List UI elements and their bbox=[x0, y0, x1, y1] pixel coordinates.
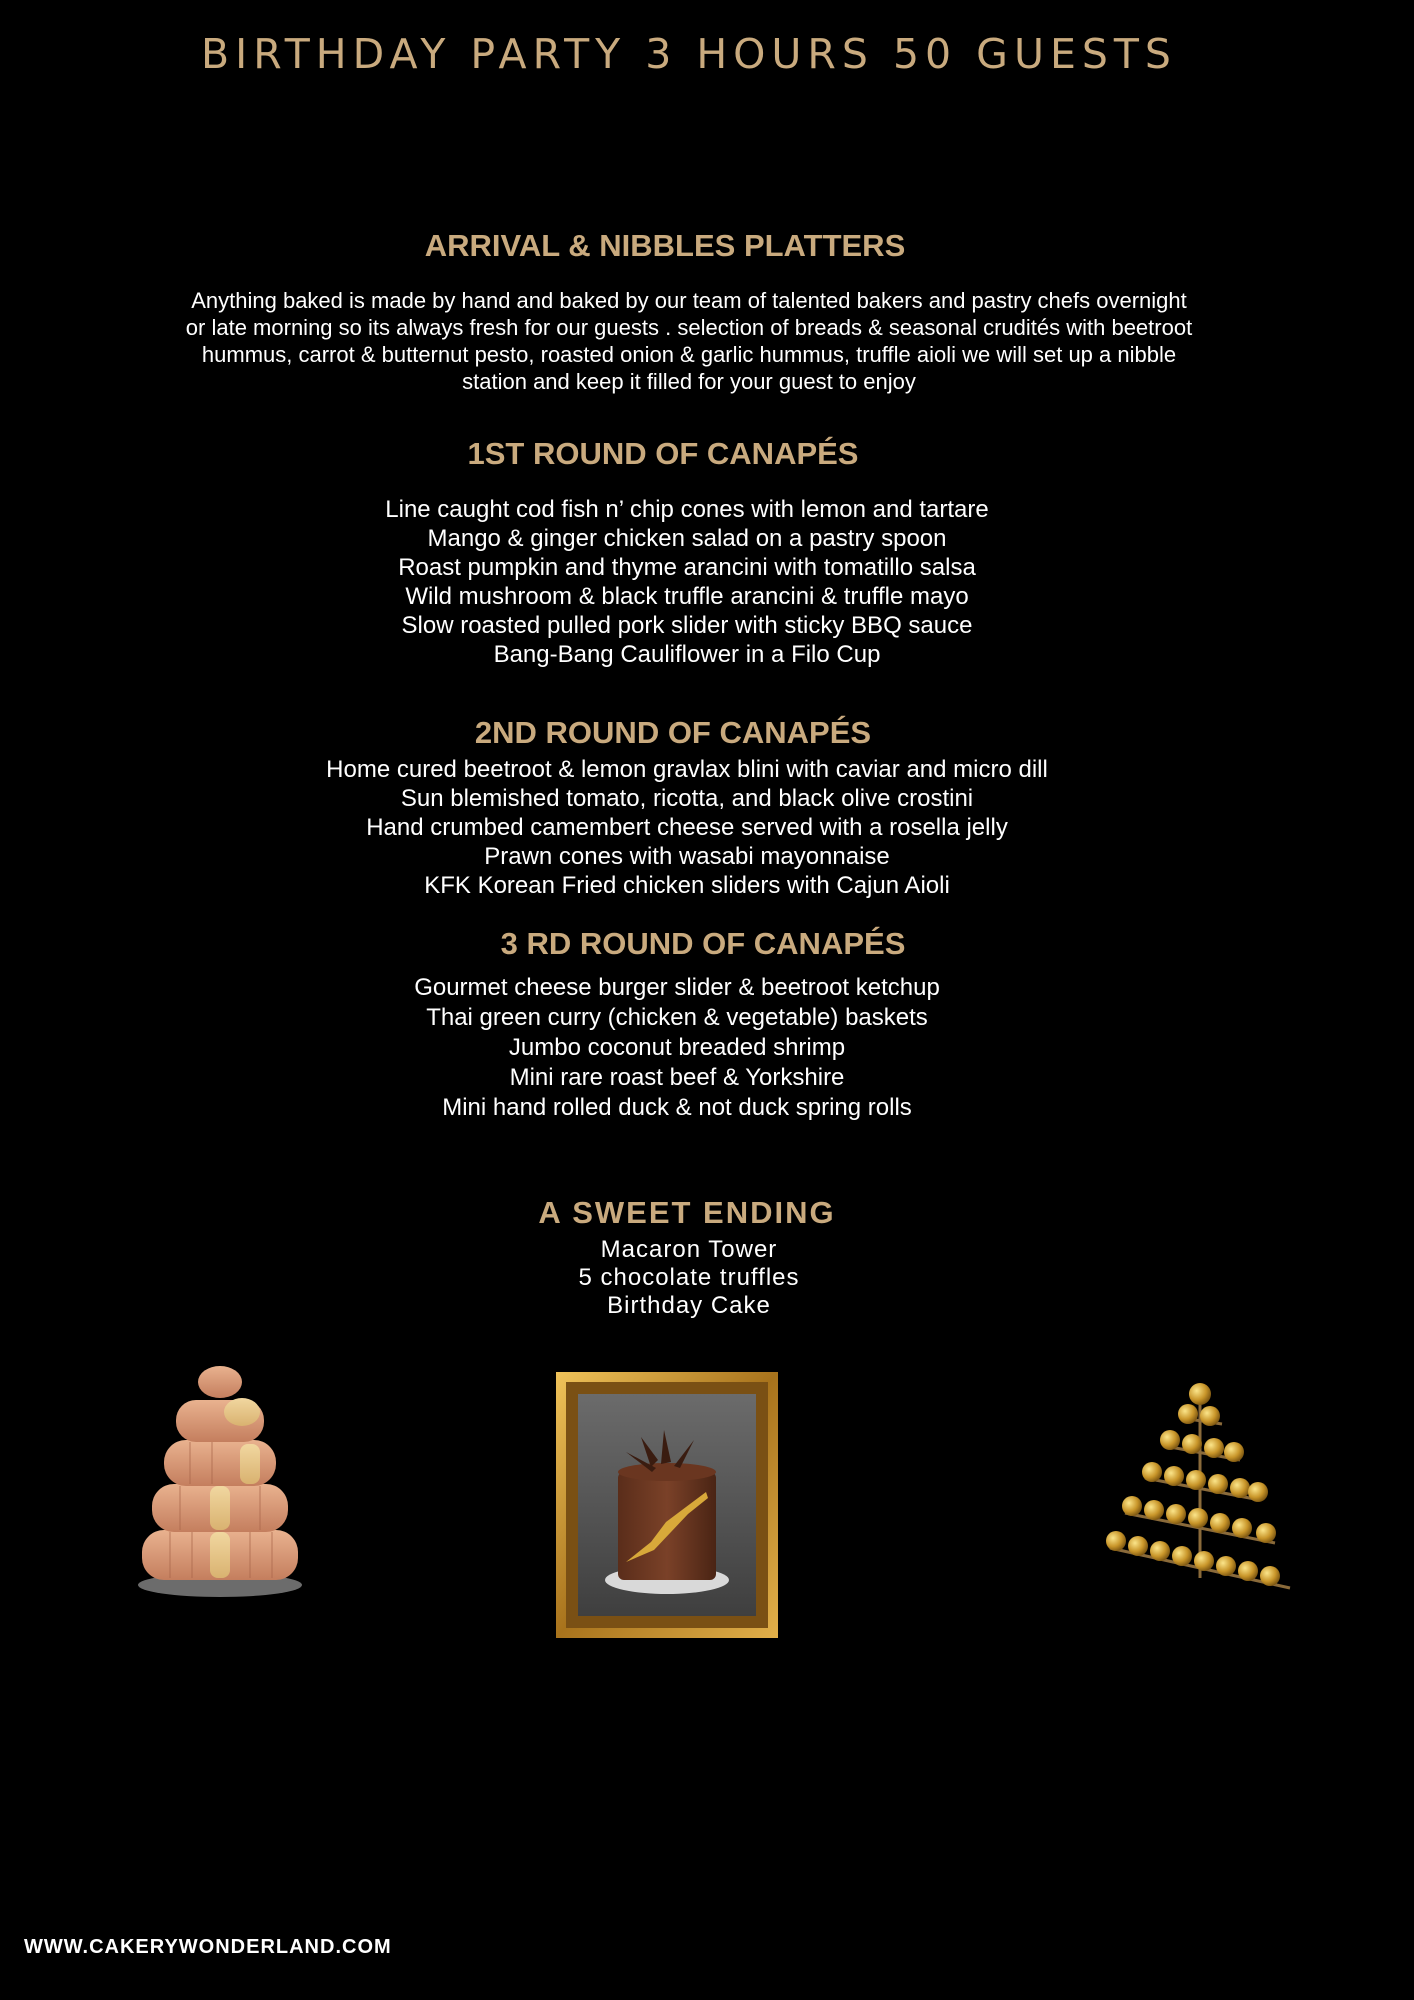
round2-heading: 2ND ROUND OF CANAPÉS bbox=[474, 715, 872, 750]
list-item: Home cured beetroot & lemon gravlax blini with caviar and micro dill bbox=[326, 756, 1048, 783]
round2-list bbox=[0, 755, 1394, 900]
arrival-heading: ARRIVAL & NIBBLES PLATTERS bbox=[424, 228, 906, 263]
macaron-tower-image bbox=[130, 1360, 310, 1600]
sweet-list bbox=[0, 1236, 1396, 1320]
list-item: Prawn cones with wasabi mayonnaise bbox=[484, 843, 890, 870]
arrival-line: or late morning so its always fresh for our guests . selection of breads & seasonal crudités with beetroot bbox=[185, 315, 1193, 340]
list-item: Wild mushroom & black truffle arancini & truffle mayo bbox=[405, 583, 969, 610]
list-item: Birthday Cake bbox=[607, 1292, 771, 1319]
list-item: Macaron Tower bbox=[600, 1236, 778, 1263]
sweet-heading: A SWEET ENDING bbox=[538, 1195, 836, 1230]
list-item: Jumbo coconut breaded shrimp bbox=[508, 1034, 846, 1061]
arrival-description bbox=[0, 287, 1396, 395]
page-title: BIRTHDAY PARTY 3 HOURS 50 GUESTS bbox=[201, 30, 1177, 78]
list-item: KFK Korean Fried chicken sliders with Cajun Aioli bbox=[424, 872, 950, 899]
list-item: Bang-Bang Cauliflower in a Filo Cup bbox=[493, 641, 881, 668]
list-item: Mango & ginger chicken salad on a pastry spoon bbox=[427, 525, 947, 552]
list-item: Mini hand rolled duck & not duck spring rolls bbox=[442, 1094, 912, 1121]
website-url[interactable]: WWW.CAKERYWONDERLAND.COM bbox=[24, 1936, 392, 1958]
round3-heading: 3 RD ROUND OF CANAPÉS bbox=[500, 926, 906, 961]
list-item: Gourmet cheese burger slider & beetroot ketchup bbox=[414, 974, 940, 1001]
list-item: Slow roasted pulled pork slider with sticky BBQ sauce bbox=[401, 612, 973, 639]
chocolate-truffles-image bbox=[1100, 1378, 1300, 1608]
arrival-line: station and keep it filled for your guest to enjoy bbox=[462, 369, 916, 394]
round1-list bbox=[0, 495, 1394, 669]
list-item: 5 chocolate truffles bbox=[578, 1264, 800, 1291]
arrival-line: hummus, carrot & butternut pesto, roasted onion & garlic hummus, truffle aioli we will set up a nibble bbox=[201, 342, 1177, 367]
list-item: Thai green curry (chicken & vegetable) baskets bbox=[426, 1004, 928, 1031]
round3-list bbox=[0, 973, 1384, 1123]
list-item: Roast pumpkin and thyme arancini with tomatillo salsa bbox=[398, 554, 976, 581]
list-item: Hand crumbed camembert cheese served with a rosella jelly bbox=[366, 814, 1008, 841]
round1-heading: 1ST ROUND OF CANAPÉS bbox=[467, 436, 859, 471]
list-item: Sun blemished tomato, ricotta, and black olive crostini bbox=[400, 785, 974, 812]
arrival-line: Anything baked is made by hand and baked by our team of talented bakers and pastry chefs overnight bbox=[191, 288, 1187, 313]
list-item: Mini rare roast beef & Yorkshire bbox=[509, 1064, 845, 1091]
list-item: Line caught cod fish n’ chip cones with lemon and tartare bbox=[385, 496, 989, 523]
birthday-cake-image bbox=[556, 1372, 778, 1638]
